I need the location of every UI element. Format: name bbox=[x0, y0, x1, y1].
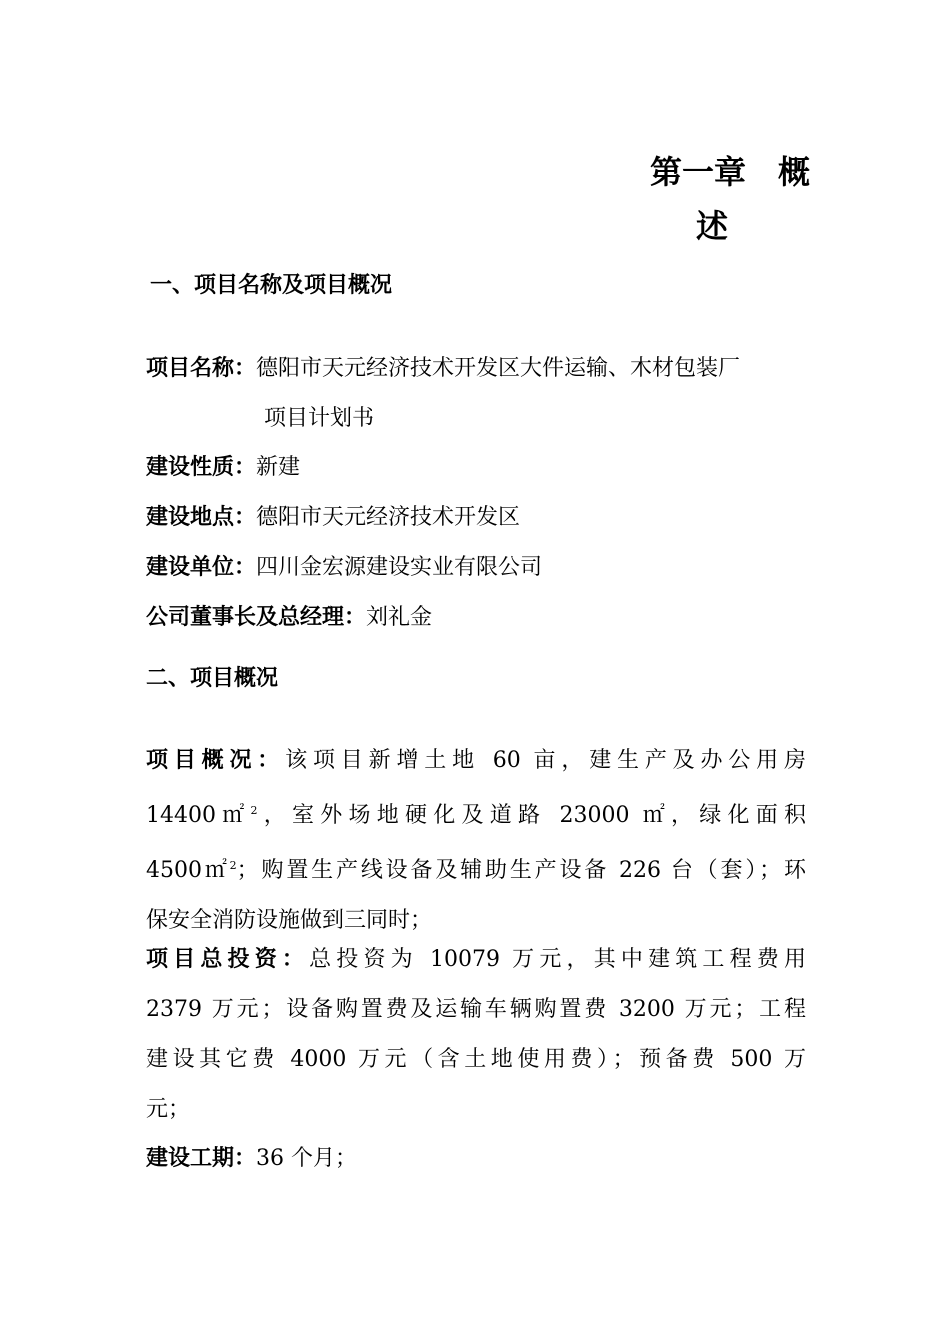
item-period bbox=[146, 1134, 806, 1184]
item-project-name bbox=[146, 344, 806, 444]
chapter-title-line1: 第一章 概 bbox=[649, 153, 810, 191]
investment-label: 项目总投资： bbox=[146, 947, 310, 972]
item-unit bbox=[146, 543, 806, 593]
overview-paragraph bbox=[146, 736, 806, 946]
overview-line: 项目概况：该项目新增土地 60 亩，建生产及办公用房 bbox=[146, 748, 806, 773]
item-value: 36 个月； bbox=[256, 1146, 358, 1171]
investment-line: 项目总投资：总投资为 10079 万元，其中建筑工程费用 bbox=[146, 947, 806, 972]
overview-line: 4500㎡$^2$；购置生产线设备及辅助生产设备 226 台（套）；环 bbox=[146, 858, 806, 883]
item-nature bbox=[146, 443, 806, 493]
item-value-continued: 项目计划书 bbox=[264, 406, 375, 431]
item-label: 项目名称： bbox=[146, 356, 257, 381]
item-label: 建设地点： bbox=[146, 505, 257, 530]
section2-heading: 二、项目概况 bbox=[146, 666, 279, 691]
investment-line: 元； bbox=[146, 1097, 191, 1122]
item-chairman bbox=[146, 593, 806, 643]
overview-label: 项目概况： bbox=[146, 748, 286, 773]
item-location bbox=[146, 493, 806, 543]
item-value: 德阳市天元经济技术开发区大件运输、木材包装厂 bbox=[256, 356, 741, 381]
investment-paragraph bbox=[146, 935, 806, 1135]
item-label: 建设工期： bbox=[146, 1146, 257, 1171]
investment-line: 2379 万元；设备购置费及运输车辆购置费 3200 万元；工程 bbox=[146, 997, 806, 1022]
item-label: 建设单位： bbox=[146, 555, 257, 580]
item-value: 新建 bbox=[256, 455, 301, 480]
overview-line: 保安全消防设施做到三同时； bbox=[146, 908, 433, 933]
item-value: 德阳市天元经济技术开发区 bbox=[256, 505, 521, 530]
overview-line: 14400㎡$^2$，室外场地硬化及道路 23000 ㎡，绿化面积 bbox=[146, 803, 806, 828]
item-label: 公司董事长及总经理： bbox=[146, 605, 367, 630]
investment-line: 建设其它费 4000 万元（含土地使用费）；预备费 500 万 bbox=[146, 1047, 806, 1072]
item-value: 刘礼金 bbox=[366, 605, 433, 630]
item-label: 建设性质： bbox=[146, 455, 257, 480]
chapter-title-line2: 述 bbox=[695, 207, 728, 245]
chapter-title bbox=[620, 145, 810, 253]
item-value: 四川金宏源建设实业有限公司 bbox=[256, 555, 543, 580]
section1-heading: 一、项目名称及项目概况 bbox=[150, 273, 393, 298]
